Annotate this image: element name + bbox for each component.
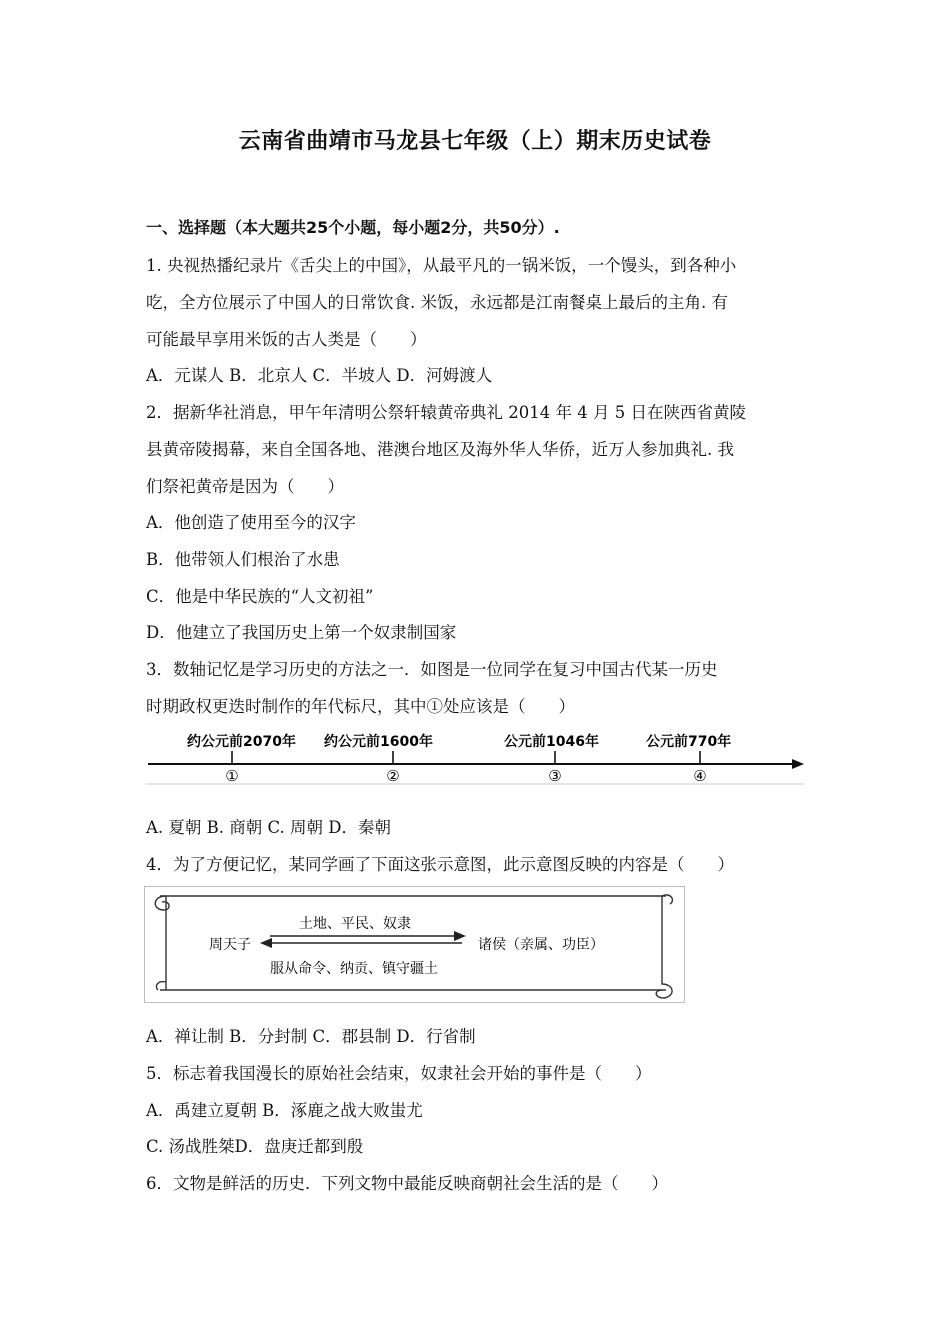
q5-line-1: 5．标志着我国漫长的原始社会结束，奴隶社会开始的事件是（ ） — [146, 1064, 652, 1083]
q1-line-1: 1. 央视热播纪录片《舌尖上的中国》，从最平凡的一锅米饭，一个馒头，到各种小 — [146, 256, 737, 275]
diagram-right-label: 诸侯（亲属、功臣） — [478, 937, 604, 953]
q5-options-ab: A．禹建立夏朝 B．涿鹿之战大败蚩尤 — [146, 1101, 423, 1120]
timeline-date-1: 约公元前2070年 — [187, 734, 296, 750]
diagram-top-label: 土地、平民、奴隶 — [299, 916, 411, 932]
scroll-diagram-svg — [144, 886, 686, 1004]
timeline-date-4: 公元前770年 — [646, 734, 732, 750]
timeline-marker-4: ④ — [693, 767, 707, 785]
diagram-left-label: 周天子 — [209, 937, 251, 953]
q5-options-cd: C. 汤战胜桀D．盘庚迁都到殷 — [146, 1137, 364, 1156]
q1-line-2: 吃，全方位展示了中国人的日常饮食. 米饭，永远都是江南餐桌上最后的主角. 有 — [146, 293, 728, 312]
page-title: 云南省曲靖市马龙县七年级（上）期末历史试卷 — [238, 129, 712, 154]
timeline-marker-3: ③ — [548, 767, 562, 785]
timeline-date-2: 约公元前1600年 — [324, 734, 433, 750]
q1-options: A．元谋人 B．北京人 C．半坡人 D．河姆渡人 — [146, 366, 493, 385]
q2-option-d: D．他建立了我国历史上第一个奴隶制国家 — [146, 623, 457, 642]
q2-line-3: 们祭祀黄帝是因为（ ） — [146, 477, 344, 496]
scroll-diagram — [144, 886, 686, 1004]
diagram-bottom-label: 服从命令、纳贡、镇守疆土 — [270, 961, 438, 977]
q1-line-3: 可能最早享用米饭的古人类是（ ） — [146, 330, 427, 349]
timeline-svg — [144, 727, 806, 785]
q2-option-b: B．他带领人们根治了水患 — [146, 550, 340, 569]
q3-line-2: 时期政权更迭时制作的年代标尺，其中①处应该是（ ） — [146, 697, 575, 716]
q4-options: A．禅让制 B．分封制 C．郡县制 D．行省制 — [146, 1027, 476, 1046]
q3-options: A. 夏朝 B. 商朝 C. 周朝 D．秦朝 — [146, 818, 392, 837]
q2-line-1: 2．据新华社消息，甲午年清明公祭轩辕黄帝典礼 2014 年 4 月 5 日在陕西省黄陵 — [146, 403, 746, 422]
q2-option-a: A．他创造了使用至今的汉字 — [146, 513, 356, 532]
q4-line-1: 4．为了方便记忆，某同学画了下面这张示意图，此示意图反映的内容是（ ） — [146, 855, 734, 874]
timeline-arrow — [792, 759, 804, 769]
q2-option-c: C．他是中华民族的“人文初祖” — [146, 587, 374, 606]
timeline-marker-2: ② — [386, 767, 400, 785]
q3-line-1: 3．数轴记忆是学习历史的方法之一．如图是一位同学在复习中国古代某一历史 — [146, 660, 718, 679]
section-heading: 一、选择题（本大题共25个小题，每小题2分，共50分）. — [146, 218, 560, 237]
timeline-figure — [144, 727, 806, 785]
q6-line-1: 6．文物是鲜活的历史．下列文物中最能反映商朝社会生活的是（ ） — [146, 1174, 668, 1193]
q2-line-2: 县黄帝陵揭幕，来自全国各地、港澳台地区及海外华人华侨，近万人参加典礼. 我 — [146, 440, 734, 459]
timeline-date-3: 公元前1046年 — [504, 734, 599, 750]
timeline-marker-1: ① — [225, 767, 239, 785]
